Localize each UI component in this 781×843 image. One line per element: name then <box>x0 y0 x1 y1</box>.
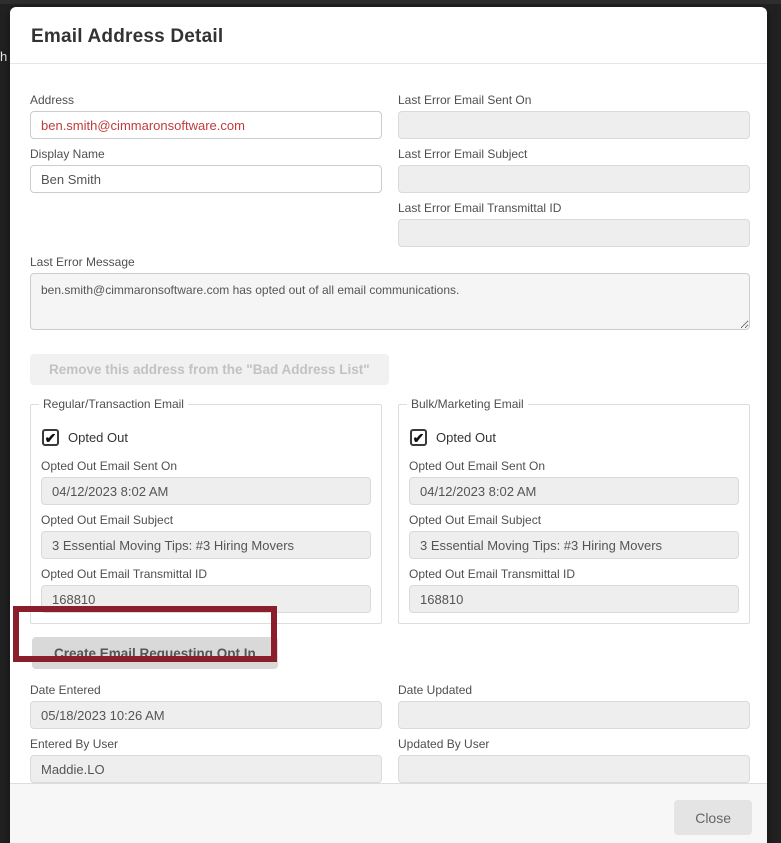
bulk-opted-out-label: Opted Out <box>436 430 496 445</box>
bulk-opted-out-checkbox[interactable] <box>410 429 427 446</box>
last-error-sent-on-label: Last Error Email Sent On <box>398 93 532 107</box>
entered-by-user-label: Entered By User <box>30 737 119 751</box>
bulk-opted-out-subject-input <box>409 531 739 559</box>
email-address-detail-dialog <box>10 7 767 843</box>
regular-opted-out-transmittal-id-label: Opted Out Email Transmittal ID <box>41 567 208 581</box>
remove-bad-address-button[interactable]: Remove this address from the "Bad Address List" <box>30 354 389 385</box>
page-top-strip <box>0 0 781 4</box>
display-name-input[interactable] <box>30 165 382 193</box>
bulk-marketing-email-legend: Bulk/Marketing Email <box>411 397 524 411</box>
updated-by-user-label: Updated By User <box>398 737 490 751</box>
updated-by-user-input <box>398 755 750 783</box>
date-entered-label: Date Entered <box>30 683 101 697</box>
regular-opted-out-sent-on-input <box>41 477 371 505</box>
regular-opted-out-label: Opted Out <box>68 430 128 445</box>
last-error-sent-on-input <box>398 111 750 139</box>
regular-opted-out-transmittal-id-input <box>41 585 371 613</box>
last-error-message-textarea[interactable] <box>30 273 750 330</box>
address-input[interactable] <box>30 111 382 139</box>
regular-transaction-email-section <box>30 397 382 624</box>
bulk-opted-out-sent-on-input <box>409 477 739 505</box>
date-updated-label: Date Updated <box>398 683 473 697</box>
bulk-marketing-email-section <box>398 397 750 624</box>
entered-by-user-input <box>30 755 382 783</box>
last-error-transmittal-id-label: Last Error Email Transmittal ID <box>398 201 562 215</box>
dialog-header <box>10 7 767 64</box>
display-name-label: Display Name <box>30 147 105 161</box>
bulk-opted-out-sent-on-label: Opted Out Email Sent On <box>409 459 546 473</box>
bulk-opted-out-transmittal-id-label: Opted Out Email Transmittal ID <box>409 567 576 581</box>
close-button[interactable]: Close <box>674 800 752 835</box>
last-error-subject-input <box>398 165 750 193</box>
dialog-body <box>10 64 767 783</box>
date-updated-input <box>398 701 750 729</box>
last-error-subject-label: Last Error Email Subject <box>398 147 528 161</box>
dialog-title: Email Address Detail <box>31 26 224 47</box>
regular-opted-out-sent-on-label: Opted Out Email Sent On <box>41 459 178 473</box>
regular-opted-out-checkbox[interactable] <box>42 429 59 446</box>
address-label: Address <box>30 93 75 107</box>
checkmark-icon: ✔ <box>44 429 57 446</box>
checkmark-icon: ✔ <box>412 429 425 446</box>
bulk-opted-out-transmittal-id-input <box>409 585 739 613</box>
date-entered-input <box>30 701 382 729</box>
last-error-message-label: Last Error Message <box>30 255 135 269</box>
background-page-text-fragment: h <box>0 49 8 64</box>
regular-transaction-email-legend: Regular/Transaction Email <box>43 397 184 411</box>
last-error-transmittal-id-input <box>398 219 750 247</box>
bulk-opted-out-subject-label: Opted Out Email Subject <box>409 513 542 527</box>
regular-opted-out-subject-label: Opted Out Email Subject <box>41 513 174 527</box>
create-email-requesting-opt-in-button[interactable]: Create Email Requesting Opt In <box>32 637 278 669</box>
dialog-footer <box>10 783 767 843</box>
regular-opted-out-subject-input <box>41 531 371 559</box>
